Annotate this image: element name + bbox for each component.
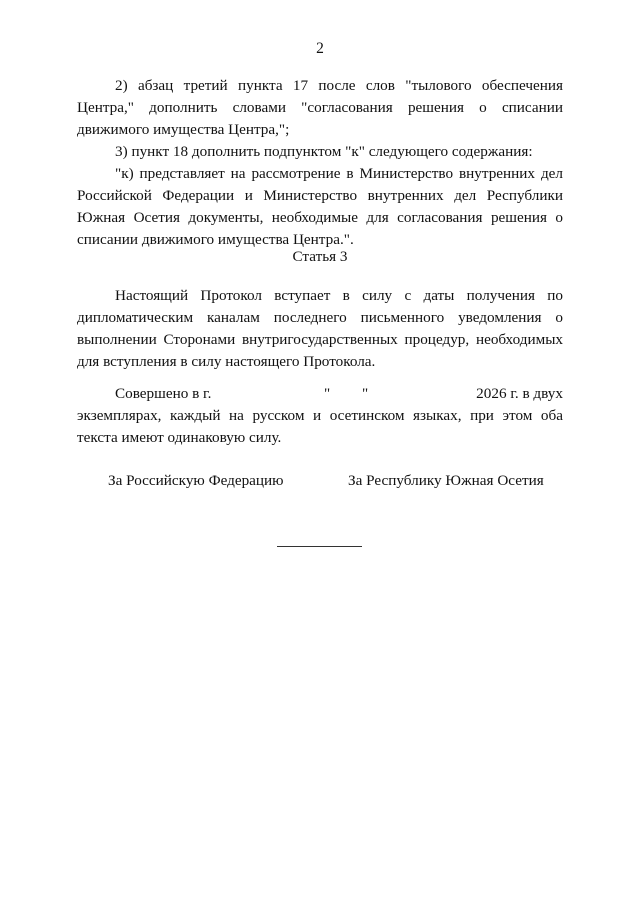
done-first-line: [77, 383, 563, 405]
article-title: Статья 3: [292, 248, 348, 265]
done-clause: [77, 383, 563, 449]
entry-into-force-paragraph: Настоящий Протокол вступает в силу с даты получения по дипломатическим каналам последнего письменного уведомления о выполнении Сторонами внутригосударственных процедур, необходимых для вступления в силу настоящего Протокола.: [77, 287, 563, 370]
done-prefix: Совершено в г.: [115, 385, 212, 402]
page-number: 2: [316, 40, 324, 57]
end-divider: [277, 546, 362, 547]
done-quote-open: ": [324, 385, 331, 402]
done-year: 2026 г. в двух: [476, 385, 563, 402]
signature-russian-federation: За Российскую Федерацию: [108, 472, 284, 489]
amendment-item-3-subpoint-k: "к) представляет на рассмотрение в Министерство внутренних дел Российской Федерации и Министерство внутренних дел Республики Южная Осетия документы, необходимые для согласования решения о списании движимого имущества Центра.".: [77, 165, 563, 248]
amendments-section: [77, 75, 563, 251]
amendment-item-2: 2) абзац третий пункта 17 после слов "тылового обеспечения Центра," дополнить словами "согласования решения о списании движимого имущества Центра,";: [77, 77, 563, 138]
article-body: [77, 285, 563, 373]
signature-south-ossetia: За Республику Южная Осетия: [348, 472, 544, 489]
done-quote-close: ": [362, 385, 369, 402]
done-rest: экземплярах, каждый на русском и осетинском языках, при этом оба текста имеют одинаковую силу.: [77, 407, 563, 446]
amendment-item-3: 3) пункт 18 дополнить подпунктом "к" следующего содержания:: [115, 143, 533, 160]
